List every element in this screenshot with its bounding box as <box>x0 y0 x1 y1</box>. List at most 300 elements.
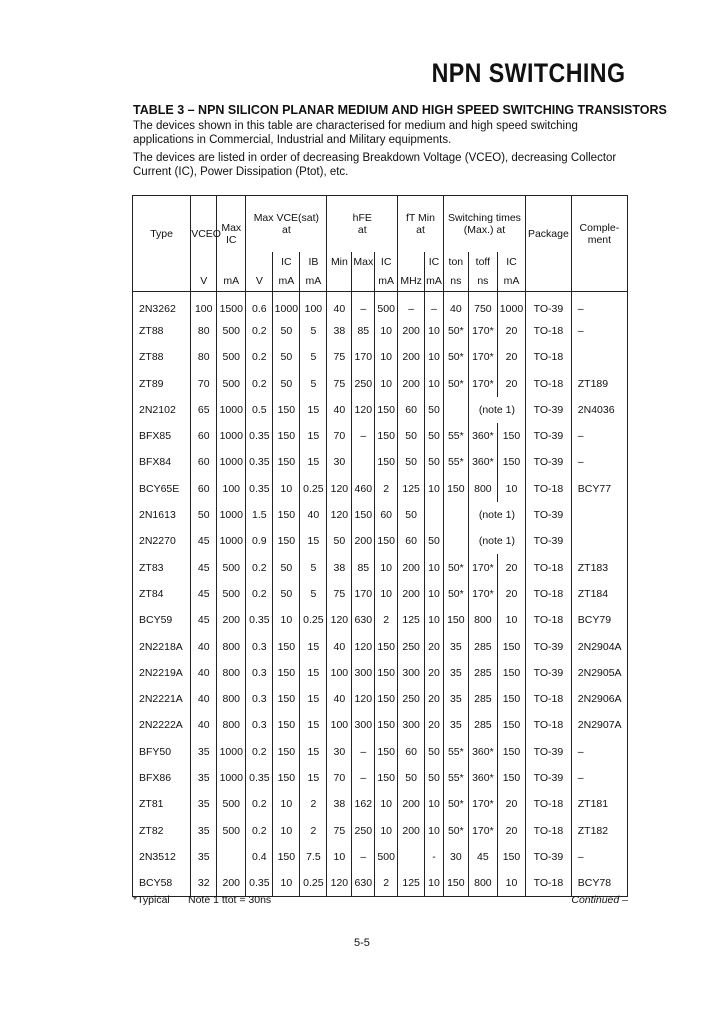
table-cell: 150 <box>273 660 300 686</box>
table-cell: 150 <box>273 844 300 870</box>
table-cell: 50 <box>398 423 425 449</box>
table-cell: 200 <box>398 554 425 580</box>
table-row <box>133 344 628 370</box>
table-cell: 170* <box>468 581 497 607</box>
table-cell: ZT88 <box>133 318 191 344</box>
table-cell: BCY65E <box>133 476 191 502</box>
table-cell: TO-18 <box>526 791 572 817</box>
table-cell: 2 <box>300 817 327 843</box>
unit-cell <box>526 272 572 292</box>
header-package: Package <box>526 196 572 272</box>
table-cell: 10 <box>497 870 525 896</box>
table-cell: 150 <box>273 633 300 659</box>
table-cell: 10 <box>425 554 444 580</box>
table-cell: 500 <box>217 344 246 370</box>
table-cell: 250 <box>352 370 375 396</box>
table-cell: 170 <box>352 344 375 370</box>
table-cell: 50 <box>425 449 444 475</box>
table-cell: – <box>352 739 375 765</box>
table-row <box>133 765 628 791</box>
table-cell: 20 <box>497 318 525 344</box>
table-cell: 200 <box>398 791 425 817</box>
table-cell: ZT82 <box>133 817 191 843</box>
table-cell: 0.9 <box>246 528 273 554</box>
table-cell: 15 <box>300 712 327 738</box>
table-cell: 20 <box>497 370 525 396</box>
table-cell: 10 <box>375 791 398 817</box>
table-cell: 10 <box>375 554 398 580</box>
table-cell: 1000 <box>217 502 246 528</box>
table-row <box>133 397 628 423</box>
table-cell: 45 <box>191 528 217 554</box>
table-cell: TO-39 <box>526 423 572 449</box>
table-cell: 200 <box>398 817 425 843</box>
table-cell: 150 <box>497 449 525 475</box>
table-cell: 500 <box>375 844 398 870</box>
table-cell: – <box>352 844 375 870</box>
table-cell: 200 <box>398 318 425 344</box>
table-cell: 500 <box>375 292 398 318</box>
table-cell: 0.35 <box>246 423 273 449</box>
table-cell: BCY79 <box>571 607 627 633</box>
header-max-vce-sat: Max VCE(sat) at <box>246 196 327 252</box>
table-cell: 150 <box>273 712 300 738</box>
table-cell: 60 <box>398 528 425 554</box>
unit-cell: ns <box>468 272 497 292</box>
table-cell: 800 <box>217 712 246 738</box>
table-cell: 250 <box>398 686 425 712</box>
table-cell: 50 <box>273 318 300 344</box>
table-cell <box>443 528 468 554</box>
table-cell: 35 <box>443 633 468 659</box>
table-cell: 40 <box>191 712 217 738</box>
table-cell: - <box>425 844 444 870</box>
table-cell: 300 <box>352 712 375 738</box>
table-cell: 50 <box>273 370 300 396</box>
table-cell: 150 <box>273 449 300 475</box>
table-cell: 800 <box>468 476 497 502</box>
table-cell: 285 <box>468 633 497 659</box>
table-cell: 170* <box>468 344 497 370</box>
table-cell: 50 <box>191 502 217 528</box>
table-cell: 70 <box>327 765 352 791</box>
table-cell: 0.4 <box>246 844 273 870</box>
table-cell: 500 <box>217 554 246 580</box>
unit-cell <box>133 272 191 292</box>
table-cell: 15 <box>300 765 327 791</box>
table-cell: 150 <box>375 765 398 791</box>
table-cell: 0.2 <box>246 344 273 370</box>
table-cell: ZT183 <box>571 554 627 580</box>
table-cell: – <box>352 292 375 318</box>
table-cell: 285 <box>468 686 497 712</box>
table-cell: 2N2219A <box>133 660 191 686</box>
table-cell: 20 <box>497 817 525 843</box>
table-cell: 500 <box>217 370 246 396</box>
table-cell: 40 <box>327 633 352 659</box>
table-cell: 20 <box>425 712 444 738</box>
table-cell: 10 <box>273 476 300 502</box>
table-cell: 0.5 <box>246 397 273 423</box>
table-cell: 20 <box>497 554 525 580</box>
unit-cell: V <box>246 272 273 292</box>
unit-cell: mA <box>375 272 398 292</box>
table-cell: 50* <box>443 370 468 396</box>
table-cell: 750 <box>468 292 497 318</box>
table-cell: 70 <box>191 370 217 396</box>
table-cell: 10 <box>375 344 398 370</box>
table-cell: 150 <box>273 502 300 528</box>
table-cell: TO-18 <box>526 607 572 633</box>
table-cell: 40 <box>300 502 327 528</box>
table-cell: 50* <box>443 791 468 817</box>
table-row <box>133 581 628 607</box>
table-cell <box>571 502 627 528</box>
table-cell: 500 <box>217 581 246 607</box>
table-cell: 20 <box>425 633 444 659</box>
table-cell: 170 <box>352 581 375 607</box>
table-cell: – <box>571 449 627 475</box>
table-cell: 285 <box>468 712 497 738</box>
table-cell: 40 <box>327 686 352 712</box>
table-cell: 20 <box>425 660 444 686</box>
header-ib-sub: IB <box>300 252 327 272</box>
table-cell: 100 <box>191 292 217 318</box>
table-cell: 150 <box>497 686 525 712</box>
table-cell: 65 <box>191 397 217 423</box>
page-title: NPN SWITCHING <box>431 58 625 88</box>
table-cell: 120 <box>327 870 352 896</box>
table-cell: 150 <box>497 844 525 870</box>
table-cell: TO-18 <box>526 686 572 712</box>
table-cell: 0.35 <box>246 449 273 475</box>
table-cell: 150 <box>497 423 525 449</box>
table-cell: TO-39 <box>526 739 572 765</box>
table-cell: 285 <box>468 660 497 686</box>
table-cell: 15 <box>300 449 327 475</box>
table-cell: 0.2 <box>246 739 273 765</box>
table-cell: 10 <box>273 817 300 843</box>
table-cell: 0.6 <box>246 292 273 318</box>
table-cell: 10 <box>273 607 300 633</box>
unit-cell: mA <box>425 272 444 292</box>
table-cell: TO-39 <box>526 660 572 686</box>
table-cell: 10 <box>497 607 525 633</box>
table-cell: 50* <box>443 344 468 370</box>
table-cell: 35 <box>191 844 217 870</box>
table-cell: BCY59 <box>133 607 191 633</box>
table-cell: – <box>352 765 375 791</box>
table-cell: 2N2905A <box>571 660 627 686</box>
table-cell: – <box>571 292 627 318</box>
header-ton: ton <box>443 252 468 272</box>
table-cell: 20 <box>497 791 525 817</box>
table-cell: 150 <box>375 660 398 686</box>
table-cell: 40 <box>191 686 217 712</box>
table-cell: TO-18 <box>526 870 572 896</box>
table-cell: 50 <box>327 528 352 554</box>
table-cell: 35 <box>443 712 468 738</box>
table-cell: 125 <box>398 870 425 896</box>
table-cell: 0.25 <box>300 607 327 633</box>
table-cell: 60 <box>375 502 398 528</box>
table-cell: 150 <box>497 712 525 738</box>
table-heading: TABLE 3 – NPN SILICON PLANAR MEDIUM AND HIGH SPEED SWITCHING TRANSISTORS <box>133 103 667 117</box>
table-cell: – <box>425 292 444 318</box>
table-cell: 0.2 <box>246 318 273 344</box>
table-cell: 20 <box>497 581 525 607</box>
table-cell: 100 <box>327 712 352 738</box>
table-cell: 5 <box>300 370 327 396</box>
table-cell <box>443 502 468 528</box>
table-cell: ZT184 <box>571 581 627 607</box>
table-cell: 150 <box>273 423 300 449</box>
table-cell: ZT81 <box>133 791 191 817</box>
table-cell: 200 <box>398 581 425 607</box>
table-cell: 2N1613 <box>133 502 191 528</box>
table-body <box>133 292 628 897</box>
table-cell: ZT181 <box>571 791 627 817</box>
unit-cell: ns <box>443 272 468 292</box>
table-cell: 0.25 <box>300 476 327 502</box>
table-cell: 100 <box>327 660 352 686</box>
unit-cell <box>571 272 627 292</box>
table-cell: 50* <box>443 817 468 843</box>
table-cell: 500 <box>217 318 246 344</box>
table-cell: – <box>571 739 627 765</box>
table-cell: TO-39 <box>526 397 572 423</box>
table-cell: 150 <box>273 739 300 765</box>
table-cell: 2 <box>375 870 398 896</box>
table-cell: 1000 <box>217 449 246 475</box>
table-row <box>133 423 628 449</box>
table-cell: 150 <box>443 607 468 633</box>
table-cell: 360* <box>468 765 497 791</box>
header-ic-sub: IC <box>273 252 300 272</box>
unit-cell <box>327 272 352 292</box>
table-cell: 55* <box>443 423 468 449</box>
footnote-note1: Note 1 ttot = 30ns <box>188 894 272 906</box>
table-cell: 2 <box>375 607 398 633</box>
table-cell: 200 <box>398 370 425 396</box>
table-cell: 2N2218A <box>133 633 191 659</box>
table-cell: 150 <box>375 423 398 449</box>
header-complement: Comple-ment <box>571 196 627 272</box>
table-cell: 60 <box>191 476 217 502</box>
unit-cell <box>352 272 375 292</box>
table-cell: 0.2 <box>246 370 273 396</box>
header-type: Type <box>133 196 191 272</box>
table-cell: TO-18 <box>526 712 572 738</box>
table-cell: 50* <box>443 581 468 607</box>
header-vceo: VCEO <box>191 196 217 272</box>
table-cell: 2N4036 <box>571 397 627 423</box>
table-cell: 1000 <box>217 397 246 423</box>
table-cell: – <box>352 423 375 449</box>
table-cell: 20 <box>497 344 525 370</box>
table-cell <box>352 449 375 475</box>
table-cell: 800 <box>468 870 497 896</box>
table-cell: 150 <box>375 712 398 738</box>
header-ft-value <box>398 252 425 272</box>
table-cell: TO-18 <box>526 476 572 502</box>
table-cell: 120 <box>352 686 375 712</box>
table-cell: TO-18 <box>526 554 572 580</box>
table-cell: 300 <box>352 660 375 686</box>
table-cell: 150 <box>497 633 525 659</box>
table-cell: 60 <box>398 739 425 765</box>
table-cell: 500 <box>217 817 246 843</box>
table-cell: 60 <box>398 397 425 423</box>
table-cell: 10 <box>425 870 444 896</box>
header-hfe: hFE at <box>327 196 398 252</box>
table-cell: 170* <box>468 554 497 580</box>
table-cell: 50* <box>443 318 468 344</box>
table-cell: 800 <box>217 686 246 712</box>
table-cell: 75 <box>327 344 352 370</box>
table-cell: 85 <box>352 318 375 344</box>
table-row <box>133 791 628 817</box>
table-cell: 10 <box>375 318 398 344</box>
table-cell: 150 <box>352 502 375 528</box>
table-cell: 35 <box>191 739 217 765</box>
table-cell: – <box>571 844 627 870</box>
table-cell: 85 <box>352 554 375 580</box>
table-cell: 300 <box>398 660 425 686</box>
table-cell: 500 <box>217 791 246 817</box>
table-cell: BCY78 <box>571 870 627 896</box>
table-cell: 10 <box>425 344 444 370</box>
table-cell: 120 <box>352 397 375 423</box>
table-cell: 150 <box>375 528 398 554</box>
table-cell: ZT89 <box>133 370 191 396</box>
table-cell: 360* <box>468 423 497 449</box>
table-cell: 10 <box>273 870 300 896</box>
table-cell: 300 <box>398 712 425 738</box>
table-cell: 60 <box>191 449 217 475</box>
table-cell: 50 <box>425 739 444 765</box>
table-cell: 15 <box>300 528 327 554</box>
table-cell: 170* <box>468 370 497 396</box>
table-cell <box>217 844 246 870</box>
table-cell: TO-18 <box>526 581 572 607</box>
table-cell: 30 <box>443 844 468 870</box>
header-ft-min: fT Min at <box>398 196 444 252</box>
table-cell: TO-18 <box>526 344 572 370</box>
table-cell: 250 <box>352 817 375 843</box>
table-cell <box>425 502 444 528</box>
listing-order-paragraph: The devices are listed in order of decreasing Breakdown Voltage (VCEO), decreasing Collector Current (IC), Power Dissipation (Ptot), etc. <box>133 152 617 178</box>
table-cell: 50 <box>425 528 444 554</box>
table-cell: 75 <box>327 581 352 607</box>
header-max-ic: Max IC <box>217 196 246 272</box>
table-cell: 162 <box>352 791 375 817</box>
header-min: Min <box>327 252 352 272</box>
table-cell: 15 <box>300 739 327 765</box>
table-cell: 2N2907A <box>571 712 627 738</box>
table-cell: 40 <box>191 660 217 686</box>
table-row <box>133 633 628 659</box>
table-cell: 5 <box>300 344 327 370</box>
table-cell: BFX85 <box>133 423 191 449</box>
table-cell: 200 <box>217 870 246 896</box>
table-cell: 10 <box>327 844 352 870</box>
table-cell: 50 <box>273 554 300 580</box>
table-cell: BCY58 <box>133 870 191 896</box>
table-cell: 150 <box>273 765 300 791</box>
table-cell <box>571 344 627 370</box>
table-cell: (note 1) <box>468 397 525 423</box>
intro-paragraph: The devices shown in this table are characterised for medium and high speed switching applications in Commercial, Industrial and Military equipments. <box>133 120 578 146</box>
table-row <box>133 554 628 580</box>
table-cell: 35 <box>191 765 217 791</box>
table-cell: 35 <box>443 660 468 686</box>
table-cell: 10 <box>425 817 444 843</box>
table-cell: 0.2 <box>246 554 273 580</box>
table-cell: TO-39 <box>526 844 572 870</box>
table-cell: 32 <box>191 870 217 896</box>
footnote-typical: *Typical <box>133 894 170 906</box>
table-row <box>133 476 628 502</box>
table-cell: (note 1) <box>468 502 525 528</box>
table-cell: 630 <box>352 870 375 896</box>
table-cell: 38 <box>327 554 352 580</box>
table-cell: 45 <box>191 581 217 607</box>
table-cell: 10 <box>497 476 525 502</box>
table-cell: 10 <box>425 318 444 344</box>
table-cell: 50 <box>398 765 425 791</box>
table-row <box>133 660 628 686</box>
table-cell: 10 <box>273 791 300 817</box>
table-cell <box>443 397 468 423</box>
table-cell: TO-18 <box>526 817 572 843</box>
table-cell: – <box>571 318 627 344</box>
table-cell: ZT84 <box>133 581 191 607</box>
table-cell: 7.5 <box>300 844 327 870</box>
table-cell: 40 <box>191 633 217 659</box>
table-cell: 40 <box>327 397 352 423</box>
table-cell: 10 <box>375 817 398 843</box>
table-cell: 45 <box>468 844 497 870</box>
table-cell: 10 <box>375 581 398 607</box>
transistor-table <box>132 195 628 897</box>
table-cell: BFY50 <box>133 739 191 765</box>
table-cell: ZT189 <box>571 370 627 396</box>
table-cell: 1000 <box>217 765 246 791</box>
table-cell <box>398 844 425 870</box>
table-cell: 35 <box>191 817 217 843</box>
table-cell: 10 <box>375 370 398 396</box>
unit-cell: mA <box>300 272 327 292</box>
table-cell: 10 <box>425 370 444 396</box>
table-cell: 10 <box>425 476 444 502</box>
table-cell: 1.5 <box>246 502 273 528</box>
table-cell: 50 <box>273 581 300 607</box>
table-row <box>133 712 628 738</box>
table-cell: 50 <box>425 423 444 449</box>
table-cell: 120 <box>327 607 352 633</box>
table-cell: 630 <box>352 607 375 633</box>
table-cell: 200 <box>352 528 375 554</box>
table-cell: 150 <box>375 739 398 765</box>
table-cell: (note 1) <box>468 528 525 554</box>
units-row <box>133 272 628 292</box>
table-cell: 35 <box>443 686 468 712</box>
table-cell: 55* <box>443 765 468 791</box>
table-cell: 0.3 <box>246 660 273 686</box>
table-cell: 5 <box>300 318 327 344</box>
table-cell: TO-39 <box>526 502 572 528</box>
